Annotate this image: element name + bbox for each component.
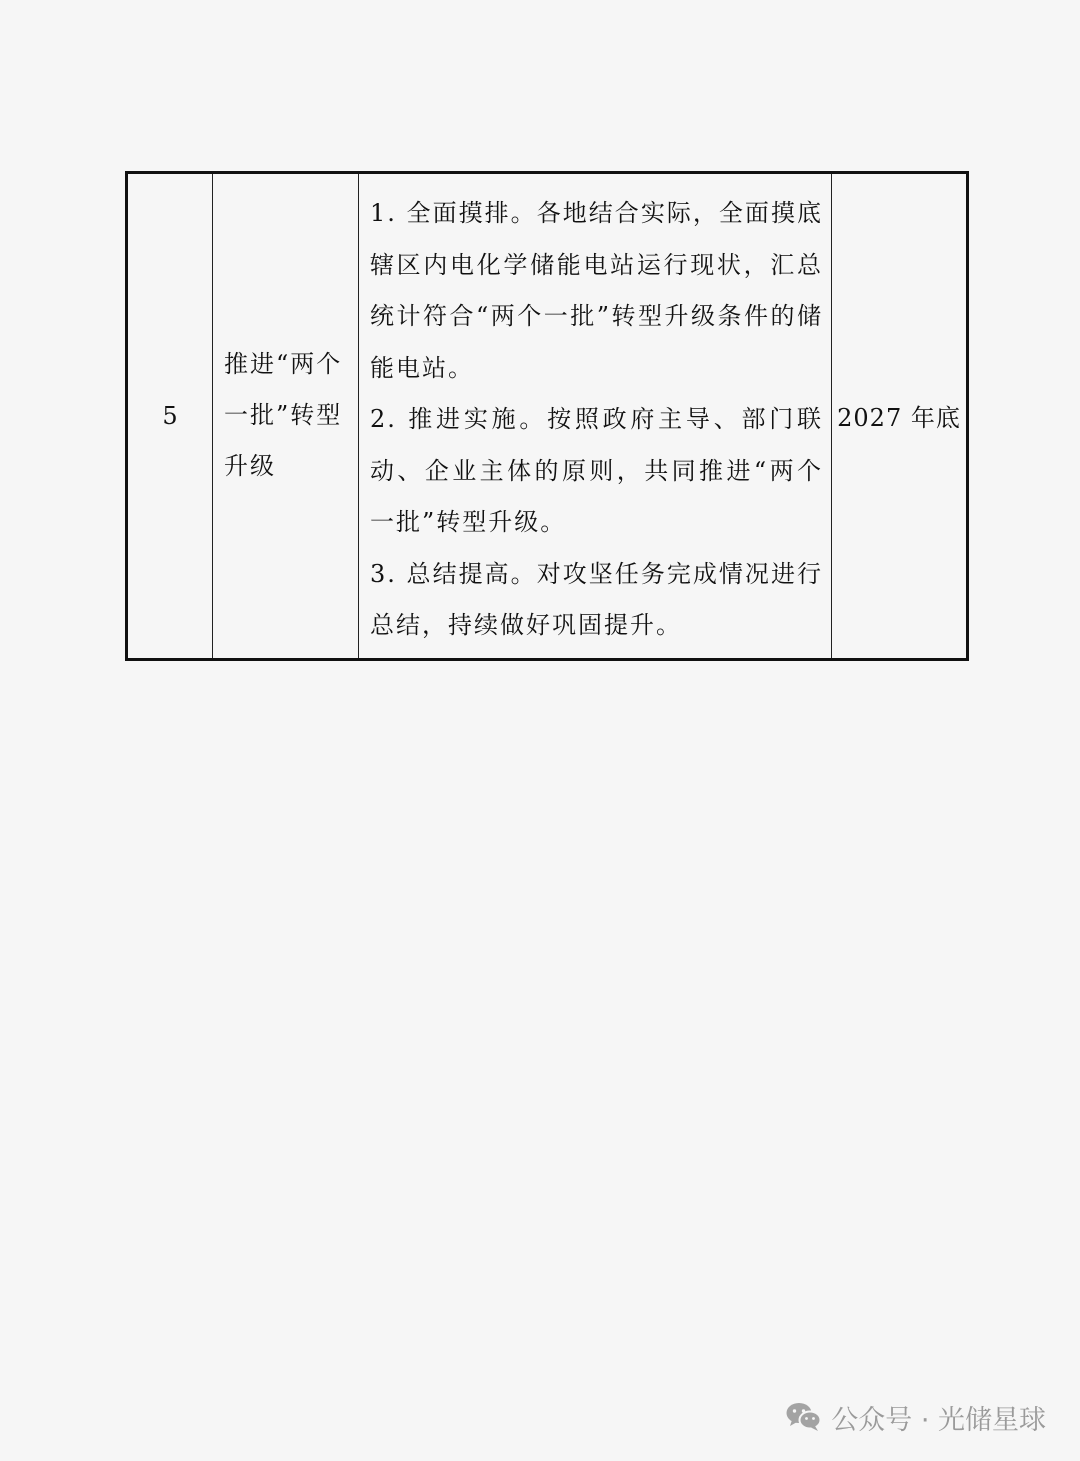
task-detail-list	[359, 174, 831, 658]
watermark-label: 公众号 · 光储星球	[831, 1404, 1046, 1436]
wechat-watermark	[785, 1397, 1046, 1437]
detail-item-1: 1. 全面摸排。各地结合实际，全面摸底辖区内电化学储能电站运行现状，汇总统计符合“两个一批”转型升级条件的储能电站。	[370, 199, 823, 382]
detail-item-2: 2. 推进实施。按照政府主导、部门联动、企业主体的原则，共同推进“两个一批”转型升级。	[370, 405, 823, 536]
detail-item-3: 3. 总结提高。对攻坚任务完成情况进行总结，持续做好巩固提升。	[370, 559, 823, 639]
task-table	[125, 171, 969, 661]
row-number: 5	[162, 401, 178, 430]
row-number-cell	[127, 173, 213, 660]
task-detail-cell	[359, 173, 832, 660]
deadline: 2027 年底	[837, 404, 961, 433]
wechat-icon	[785, 1401, 823, 1433]
task-name-cell	[213, 173, 359, 660]
deadline-cell	[832, 173, 968, 660]
table-row	[127, 173, 968, 660]
task-name: 推进“两个一批”转型升级	[224, 350, 343, 481]
